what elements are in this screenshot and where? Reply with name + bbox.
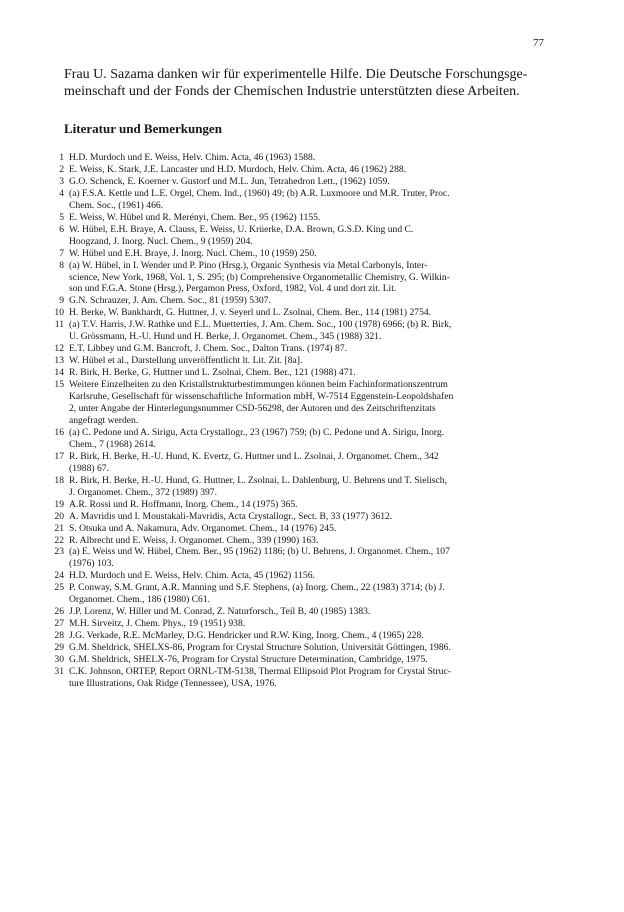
reference-item — [50, 212, 562, 224]
reference-text — [69, 176, 562, 188]
reference-line: ture Illustrations, Oak Ridge (Tennessee), USA, 1976. — [69, 677, 277, 689]
reference-line: (a) W. Hübel, in I. Wender und P. Pino (Hrsg.), Organic Synthesis via Metal Carbonyls, Inter- — [69, 259, 428, 271]
reference-line: E.T. Libbey und G.M. Bancroft, J. Chem. Soc., Dalton Trans. (1974) 87. — [69, 343, 348, 355]
reference-number: 6 — [59, 223, 64, 235]
reference-number: 29 — [54, 642, 64, 654]
reference-text — [69, 367, 562, 379]
reference-item — [50, 248, 562, 260]
reference-line: S. Otsuka und A. Nakamura, Adv. Organomet. Chem., 14 (1976) 245. — [69, 522, 337, 534]
reference-item — [50, 355, 562, 367]
reference-text — [69, 642, 562, 654]
reference-line: Hoogzand, J. Inorg. Nucl. Chem., 9 (1959) 204. — [69, 235, 253, 247]
reference-line: Chem., 7 (1968) 2614. — [69, 438, 156, 450]
reference-item — [50, 523, 562, 535]
reference-text — [69, 319, 562, 343]
reference-text — [69, 499, 562, 511]
reference-number: 30 — [54, 654, 64, 666]
reference-item — [50, 546, 562, 570]
reference-text — [69, 343, 562, 355]
reference-line: A.R. Rossi und R. Hoffmann, Inorg. Chem., 14 (1975) 365. — [69, 498, 298, 510]
page-number: 77 — [533, 37, 544, 49]
reference-number: 2 — [59, 163, 64, 175]
reference-line: G.N. Schrauzer, J. Am. Chem. Soc., 81 (1959) 5307. — [69, 295, 271, 307]
reference-number: 18 — [54, 474, 64, 486]
reference-item — [50, 307, 562, 319]
reference-item — [50, 475, 562, 499]
reference-line: science, New York, 1968, Vol. 1, S. 295; (b) Comprehensive Organometallic Chemistry, G. Wilkin- — [69, 271, 450, 283]
reference-number: 11 — [54, 319, 64, 331]
reference-line: R. Birk, H. Berke, H.-U. Hund, K. Evertz, G. Huttner und L. Zsolnai, J. Organomet. Chem., 342 — [69, 450, 439, 462]
reference-item — [50, 618, 562, 630]
reference-text — [69, 475, 562, 499]
reference-line: W. Hübel, E.H. Braye, A. Clauss, E. Weiss, U. Krüerke, D.A. Brown, G.S.D. King und C. — [69, 223, 414, 235]
reference-item — [50, 499, 562, 511]
reference-text — [69, 570, 562, 582]
reference-text — [69, 260, 562, 296]
reference-line: (a) T.V. Harris, J.W. Rathke und E.L. Muetterties, J. Am. Chem. Soc., 100 (1978) 6966; (b) R. Birk, — [69, 319, 452, 331]
reference-number: 24 — [54, 570, 64, 582]
reference-text — [69, 666, 562, 690]
reference-text — [69, 523, 562, 535]
reference-text — [69, 224, 562, 248]
reference-text — [69, 582, 562, 606]
reference-text — [69, 618, 562, 630]
reference-number: 7 — [59, 247, 64, 259]
reference-text — [69, 188, 562, 212]
reference-text — [69, 654, 562, 666]
reference-item — [50, 295, 562, 307]
reference-text — [69, 212, 562, 224]
reference-line: (1976) 103. — [69, 558, 114, 570]
reference-line: G.O. Schenck, E. Koerner v. Gustorf und M.L. Jun, Tetrahedron Lett., (1962) 1059. — [69, 175, 390, 187]
reference-line: M.H. Sirveitz, J. Chem. Phys., 19 (1951) 938. — [69, 618, 246, 630]
reference-line: Organomet. Chem., 186 (1980) C61. — [69, 594, 211, 606]
reference-line: H. Berke, W. Bankhardt, G. Huttner, J. v. Seyerl und L. Zsolnai, Chem. Ber., 114 (1981) 2754. — [69, 307, 432, 319]
reference-text — [69, 451, 562, 475]
reference-number: 8 — [59, 259, 64, 271]
reference-item — [50, 188, 562, 212]
reference-line: G.M. Sheldrick, SHELXS-86, Program for Crystal Structure Solution, Universität Göttingen, 1986. — [69, 642, 451, 654]
reference-number: 16 — [54, 426, 64, 438]
reference-number: 31 — [54, 665, 64, 677]
reference-line: W. Hübel und E.H. Braye, J. Inorg. Nucl. Chem., 10 (1959) 250. — [69, 247, 317, 259]
reference-text — [69, 248, 562, 260]
reference-number: 22 — [54, 534, 64, 546]
acknowledgement-line: Frau U. Sazama danken wir für experimentelle Hilfe. Die Deutsche Forschungsge- — [64, 67, 528, 82]
reference-line: R. Albrecht und E. Weiss, J. Organomet. Chem., 339 (1990) 163. — [69, 534, 319, 546]
reference-text — [69, 630, 562, 642]
reference-item — [50, 570, 562, 582]
reference-number: 20 — [54, 510, 64, 522]
reference-line: 2, unter Angabe der Hinterlegungsnummer CSD-56298, der Autoren und des Zeitschriftenzitats — [69, 403, 436, 415]
reference-item — [50, 654, 562, 666]
reference-number: 3 — [59, 175, 64, 187]
reference-line: Chem. Soc., (1961) 466. — [69, 199, 164, 211]
reference-number: 17 — [54, 450, 64, 462]
reference-text — [69, 307, 562, 319]
reference-item — [50, 164, 562, 176]
reference-text — [69, 295, 562, 307]
reference-line: (a) E. Weiss und W. Hübel, Chem. Ber., 95 (1962) 1186; (b) U. Behrens, J. Organomet. Chem., 107 — [69, 546, 450, 558]
reference-line: angefragt werden. — [69, 414, 139, 426]
reference-item — [50, 319, 562, 343]
reference-item — [50, 224, 562, 248]
acknowledgement-paragraph — [64, 66, 560, 100]
reference-line: G.M. Sheldrick, SHELX-76, Program for Crystal Structure Determination, Cambridge, 1975. — [69, 654, 428, 666]
reference-number: 10 — [54, 307, 64, 319]
reference-line: son und F.G.A. Stone (Hrsg.), Pergamon Press, Oxford, 1982, Vol. 4 und dort zit. Lit. — [69, 283, 397, 295]
reference-item — [50, 427, 562, 451]
reference-text — [69, 355, 562, 367]
reference-text — [69, 164, 562, 176]
reference-line: P. Conway, S.M. Grant, A.R. Manning und S.F. Stephens, (a) Inorg. Chem., 22 (1983) 3714; (b) J. — [69, 582, 445, 594]
reference-item — [50, 511, 562, 523]
reference-item — [50, 379, 562, 427]
reference-item — [50, 367, 562, 379]
reference-item — [50, 582, 562, 606]
reference-number: 12 — [54, 343, 64, 355]
reference-text — [69, 511, 562, 523]
reference-line: W. Hübel et al., Darstellung unveröffentlicht lt. Lit. Zit. [8a]. — [69, 355, 303, 367]
reference-text — [69, 546, 562, 570]
references-heading: Literatur und Bemerkungen — [64, 121, 222, 136]
reference-line: R. Birk, H. Berke, H.-U. Hund, G. Huttner, L. Zsolnai, L. Dahlenburg, U. Behrens und T. Sielisch, — [69, 474, 447, 486]
reference-item — [50, 343, 562, 355]
reference-number: 13 — [54, 355, 64, 367]
reference-number: 15 — [54, 379, 64, 391]
reference-line: (a) C. Pedone und A. Sirigu, Acta Crystallogr., 23 (1967) 759; (b) C. Pedone und A. Sirigu, Inorg. — [69, 426, 445, 438]
reference-number: 27 — [54, 618, 64, 630]
reference-item — [50, 535, 562, 547]
reference-number: 26 — [54, 606, 64, 618]
reference-number: 4 — [59, 187, 64, 199]
reference-number: 28 — [54, 630, 64, 642]
reference-list — [50, 152, 562, 690]
reference-number: 5 — [59, 211, 64, 223]
reference-line: U. Grössmann, H.-U. Hund und H. Berke, J. Organomet. Chem., 345 (1988) 321. — [69, 331, 382, 343]
reference-number: 21 — [54, 522, 64, 534]
reference-line: H.D. Murdoch und E. Weiss, Helv. Chim. Acta, 45 (1962) 1156. — [69, 570, 315, 582]
reference-line: Karlsruhe, Gesellschaft für wissenschaftliche Information mbH, W-7514 Eggenstein-Leopoldshafen — [69, 391, 454, 403]
reference-line: J.G. Verkade, R.E. McMarley, D.G. Hendricker und R.W. King, Inorg. Chem., 4 (1965) 228. — [69, 630, 424, 642]
reference-line: (a) F.S.A. Kettle und L.E. Orgel, Chem. Ind., (1960) 49; (b) A.R. Luxmoore und M.R. Truter, Proc. — [69, 187, 450, 199]
reference-text — [69, 379, 562, 427]
reference-line: Weitere Einzelheiten zu den Kristallstrukturbestimmungen können beim Fachinformationszentrum — [69, 379, 448, 391]
reference-line: R. Birk, H. Berke, G. Huttner und L. Zsolnai, Chem. Ber., 121 (1988) 471. — [69, 367, 356, 379]
reference-line: E. Weiss, K. Stark, J.E. Lancaster und H.D. Murdoch, Helv. Chim. Acta, 46 (1962) 288. — [69, 163, 407, 175]
reference-text — [69, 152, 562, 164]
reference-item — [50, 642, 562, 654]
reference-text — [69, 606, 562, 618]
reference-number: 25 — [54, 582, 64, 594]
reference-text — [69, 535, 562, 547]
reference-item — [50, 176, 562, 188]
reference-number: 1 — [59, 152, 64, 163]
reference-item — [50, 666, 562, 690]
reference-line: E. Weiss, W. Hübel und R. Merényi, Chem. Ber., 95 (1962) 1155. — [69, 211, 321, 223]
reference-item — [50, 606, 562, 618]
reference-line: J. Organomet. Chem., 372 (1989) 397. — [69, 486, 217, 498]
reference-item — [50, 260, 562, 296]
reference-line: A. Mavridis und I. Moustakali-Mavridis, Acta Crystallogr., Sect. B, 33 (1977) 3612. — [69, 510, 393, 522]
reference-item — [50, 630, 562, 642]
reference-number: 14 — [54, 367, 64, 379]
reference-line: H.D. Murdoch und E. Weiss, Helv. Chim. Acta, 46 (1963) 1588. — [69, 152, 316, 163]
reference-text — [69, 427, 562, 451]
reference-line: C.K. Johnson, ORTEP, Report ORNL-TM-5138, Thermal Ellipsoid Plot Program for Crystal Struc- — [69, 665, 451, 677]
reference-line: J.P. Lorenz, W. Hiller und M. Conrad, Z. Naturforsch., Teil B, 40 (1985) 1383. — [69, 606, 371, 618]
reference-item — [50, 152, 562, 164]
reference-item — [50, 451, 562, 475]
acknowledgement-line: meinschaft und der Fonds der Chemischen Industrie unterstützten diese Arbeiten. — [64, 84, 520, 99]
reference-number: 23 — [54, 546, 64, 558]
reference-number: 19 — [54, 498, 64, 510]
reference-line: (1988) 67. — [69, 462, 109, 474]
reference-number: 9 — [59, 295, 64, 307]
